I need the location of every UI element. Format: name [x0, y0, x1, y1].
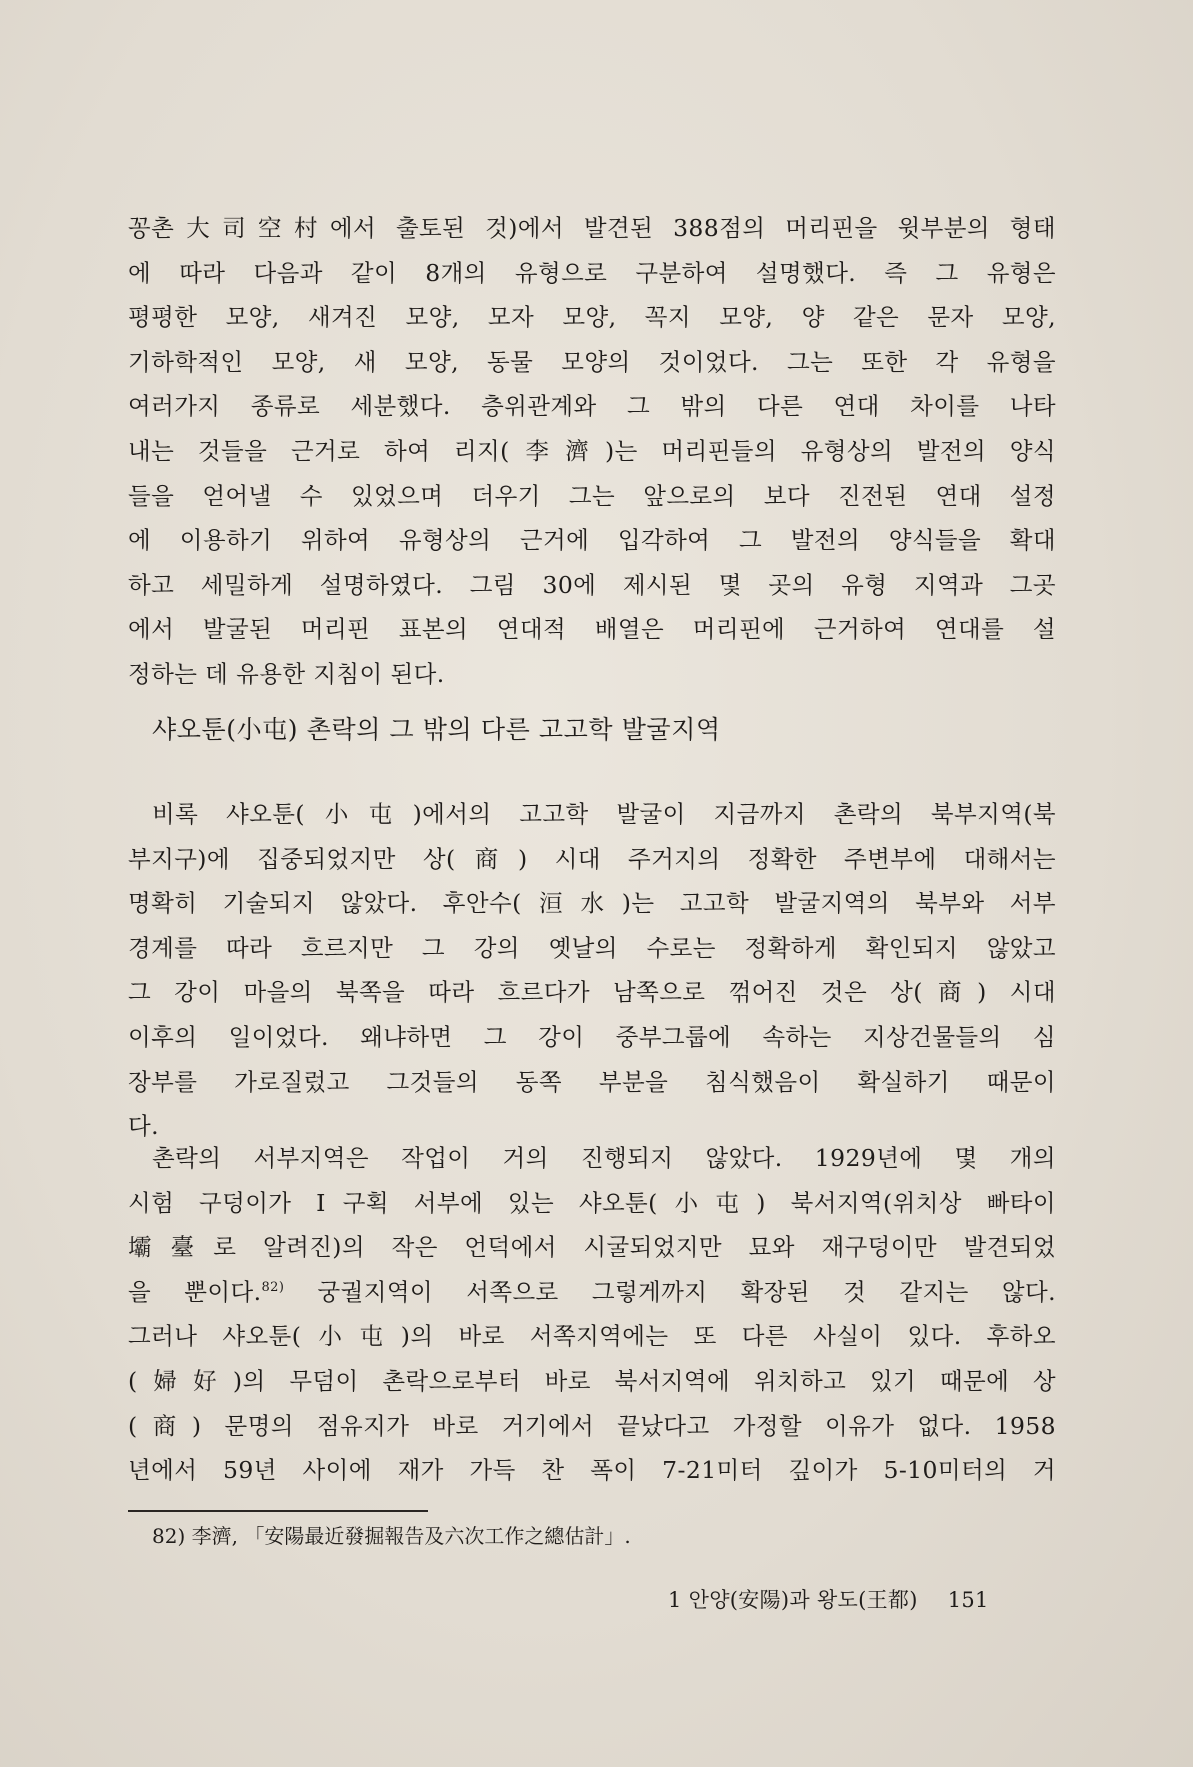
paragraph-hairpin-typology [128, 206, 1056, 697]
body-line: 꽁촌大司空村에서 출토된 것)에서 발견된 388점의 머리핀을 윗부분의 형태 [128, 214, 1056, 242]
section-heading: 샤오툰(小屯) 촌락의 그 밖의 다른 고고학 발굴지역 [152, 715, 721, 744]
body-line: 하고 세밀하게 설명하였다. 그림 30에 제시된 몇 곳의 유형 지역과 그곳 [128, 570, 1056, 599]
body-line: (商) 문명의 점유지가 바로 거기에서 끝났다고 가정할 이유가 없다. 1958 [128, 1411, 1056, 1440]
body-line: 여러가지 종류로 세분했다. 층위관계와 그 밖의 다른 연대 차이를 나타 [128, 392, 1056, 421]
running-footer [668, 1583, 989, 1617]
body-line: 에서 발굴된 머리핀 표본의 연대적 배열은 머리핀에 근거하여 연대를 설 [128, 615, 1056, 644]
body-line: 정하는 데 유용한 지침이 된다. [128, 659, 445, 688]
body-line: 년에서 59년 사이에 재가 가득 찬 폭이 7-21미터 깊이가 5-10미터의 거 [128, 1456, 1056, 1485]
body-line: 기하학적인 모양, 새 모양, 동물 모양의 것이었다. 그는 또한 각 유형을 [128, 347, 1056, 376]
body-text: 을 뿐이다. [128, 1277, 262, 1306]
page-number: 151 [947, 1588, 989, 1612]
body-line: 장부를 가로질렀고 그것들의 동쪽 부분을 침식했음이 확실하기 때문이 [128, 1067, 1056, 1096]
paragraph-north-area [128, 792, 1056, 1149]
body-line: 촌락의 서부지역은 작업이 거의 진행되지 않았다. 1929년에 몇 개의 [152, 1144, 1056, 1172]
chapter-title: 1 안양(安陽)과 왕도(王都) [668, 1588, 918, 1612]
body-line: 다. [128, 1112, 159, 1141]
body-line: 들을 얻어낼 수 있었으며 더우기 그는 앞으로의 보다 진전된 연대 설정 [128, 481, 1056, 510]
footnote-82: 82) 李濟, 「安陽最近發掘報告及六次工作之總估計」. [152, 1524, 631, 1548]
footnote-divider [128, 1510, 428, 1512]
body-line: 壩臺로 알려진)의 작은 언덕에서 시굴되었지만 묘와 재구덩이만 발견되었 [128, 1233, 1056, 1262]
paragraph-west-area [128, 1136, 1056, 1493]
body-line: 내는 것들을 근거로 하여 리지(李濟)는 머리핀들의 유형상의 발전의 양식 [128, 436, 1056, 465]
body-text: 궁궐지역이 서쪽으로 그렇게까지 확장된 것 같지는 않다. [284, 1277, 1056, 1306]
body-line: 경계를 따라 흐르지만 그 강의 옛날의 수로는 정확하게 확인되지 않았고 [128, 933, 1056, 962]
body-line [128, 1270, 1056, 1315]
body-line: (婦好)의 무덤이 촌락으로부터 바로 북서지역에 위치하고 있기 때문에 상 [128, 1366, 1056, 1395]
body-line: 부지구)에 집중되었지만 상(商) 시대 주거지의 정확한 주변부에 대해서는 [128, 844, 1056, 873]
footnote-reference[interactable]: 82) [261, 1279, 285, 1295]
body-line: 평평한 모양, 새겨진 모양, 모자 모양, 꼭지 모양, 양 같은 문자 모양, [128, 303, 1056, 332]
body-line: 명확히 기술되지 않았다. 후안수(洹水)는 고고학 발굴지역의 북부와 서부 [128, 889, 1056, 918]
body-line: 에 따라 다음과 같이 8개의 유형으로 구분하여 설명했다. 즉 그 유형은 [128, 258, 1056, 287]
body-line: 비록 샤오툰(小屯)에서의 고고학 발굴이 지금까지 촌락의 북부지역(북 [152, 800, 1056, 828]
body-line: 이후의 일이었다. 왜냐하면 그 강이 중부그룹에 속하는 지상건물들의 심 [128, 1022, 1056, 1051]
body-line: 에 이용하기 위하여 유형상의 근거에 입각하여 그 발전의 양식들을 확대 [128, 526, 1056, 555]
body-line: 그 강이 마을의 북쪽을 따라 흐르다가 남쪽으로 꺾어진 것은 상(商) 시대 [128, 978, 1056, 1007]
body-line: 그러나 샤오툰(小屯)의 바로 서쪽지역에는 또 다른 사실이 있다. 후하오 [128, 1322, 1056, 1351]
body-line: 시험 구덩이가 Ⅰ구획 서부에 있는 샤오툰(小屯) 북서지역(위치상 빠타이 [128, 1188, 1056, 1217]
